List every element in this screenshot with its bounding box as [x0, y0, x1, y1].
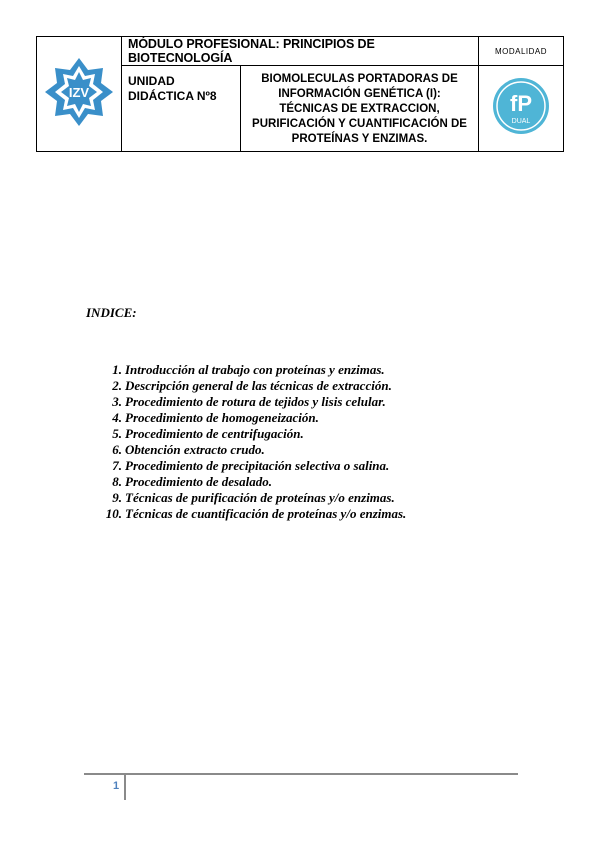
toc-text: Procedimiento de homogeneización. [125, 410, 319, 425]
toc-item [88, 410, 508, 426]
index-heading: INDICE: [86, 305, 137, 320]
toc-number: 2. [112, 378, 122, 393]
toc-text: Procedimiento de precipitación selectiva o salina. [125, 458, 390, 473]
toc-number: 5. [112, 426, 122, 441]
unit-title-line: BIOMOLECULAS PORTADORAS DE [261, 73, 458, 85]
izv-logo-text: IZV [68, 84, 90, 100]
toc-number: 8. [112, 474, 122, 489]
toc-item [88, 378, 508, 394]
fp-dual-logo [490, 75, 552, 137]
toc-number: 1. [112, 362, 122, 377]
unidad-line-2: DIDÁCTICA Nº8 [128, 89, 217, 103]
unit-title-line: PROTEÍNAS Y ENZIMAS. [291, 133, 428, 145]
unit-title-line: TÉCNICAS DE EXTRACCION, [279, 103, 440, 115]
toc-text: Procedimiento de rotura de tejidos y lisis celular. [125, 394, 386, 409]
module-title: MÓDULO PROFESIONAL: PRINCIPIOS DE BIOTECNOLOGÍA [122, 37, 479, 66]
toc-item [88, 490, 508, 506]
toc-item [88, 362, 508, 378]
footer-divider [124, 775, 126, 800]
izv-logo-cell [37, 37, 122, 152]
toc-number: 9. [112, 490, 122, 505]
fp-logo-subtext: DUAL [511, 118, 531, 125]
toc-text: Técnicas de cuantificación de proteínas y/o enzimas. [125, 506, 407, 521]
toc-item [88, 474, 508, 490]
toc-text: Descripción general de las técnicas de extracción. [125, 378, 392, 393]
toc-text: Procedimiento de desalado. [125, 474, 272, 489]
fp-logo-text: fP [510, 91, 532, 116]
toc-number: 10. [105, 506, 122, 521]
header-table [36, 36, 564, 152]
toc-item [88, 426, 508, 442]
footer-rule [84, 773, 518, 775]
toc-number: 3. [112, 394, 122, 409]
modalidad-label: MODALIDAD [479, 37, 564, 66]
toc-text: Procedimiento de centrifugación. [125, 426, 304, 441]
toc-number: 6. [112, 442, 122, 457]
toc-text: Introducción al trabajo con proteínas y enzimas. [125, 362, 385, 377]
toc-item [88, 442, 508, 458]
toc-text: Técnicas de purificación de proteínas y/o enzimas. [125, 490, 395, 505]
toc-number: 4. [112, 410, 122, 425]
izv-logo [43, 56, 115, 128]
unit-title-line: INFORMACIÓN GENÉTICA (I): [278, 88, 441, 100]
toc-number: 7. [112, 458, 122, 473]
toc-item [88, 458, 508, 474]
fp-dual-logo-cell [479, 66, 564, 152]
table-of-contents [88, 362, 508, 522]
toc-item [88, 394, 508, 410]
toc-text: Obtención extracto crudo. [125, 442, 265, 457]
unit-title-line: PURIFICACIÓN Y CUANTIFICACIÓN DE [252, 118, 467, 130]
unidad-line-1: UNIDAD [128, 74, 175, 88]
toc-item [88, 506, 508, 522]
unidad-label [122, 66, 241, 152]
page-number: 1 [112, 780, 120, 792]
unit-title [241, 66, 479, 152]
